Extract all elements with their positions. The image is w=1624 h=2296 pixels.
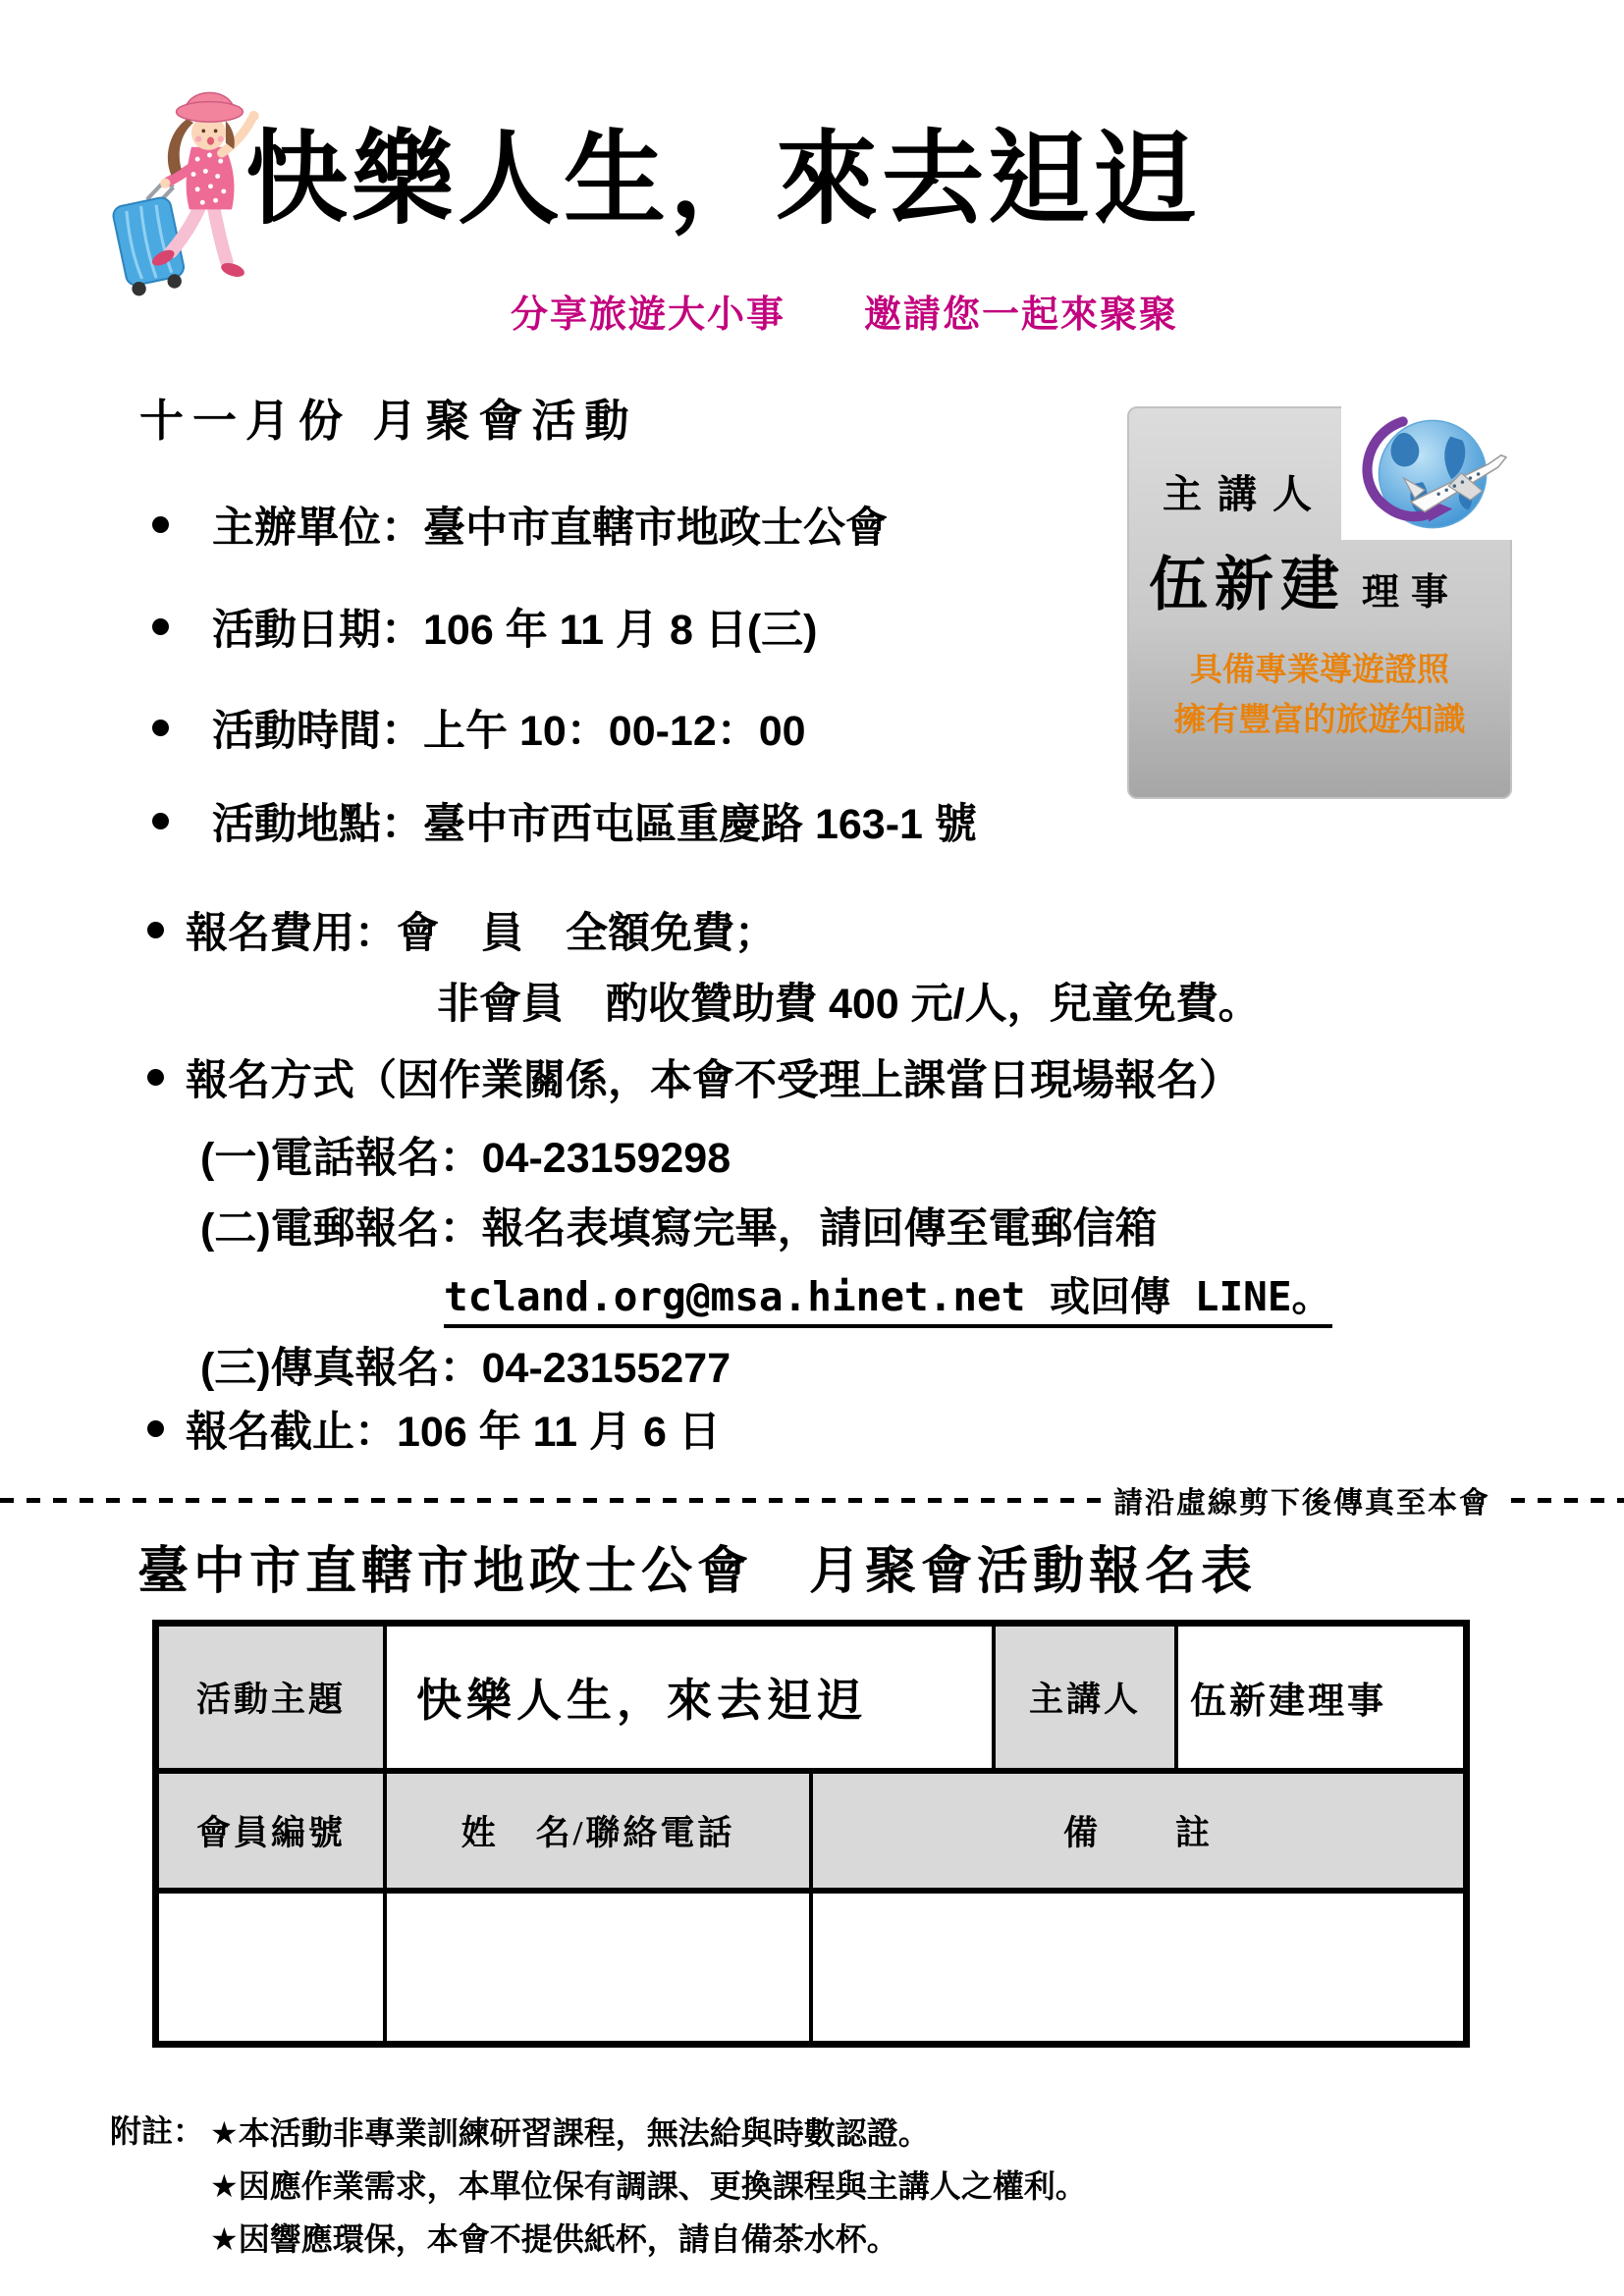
name-phone-blank-cell <box>387 1894 813 2041</box>
signup-phone-text: (一)電話報名：04-23159298 <box>200 1134 731 1182</box>
signup-email-text: (二)電郵報名：報名表填寫完畢，請回傳至電郵信箱 <box>200 1204 1158 1253</box>
email-address: tcland.org@msa.hinet.net 或回傳 LINE。 <box>444 1264 1332 1328</box>
detail-time-text: 活動時間：上午 10：00-12：00 <box>212 707 806 755</box>
fee-nonmember-line <box>437 972 1261 1029</box>
bullet-icon <box>152 516 169 533</box>
signup-fax-line <box>200 1336 731 1393</box>
note-item: ★因應作業需求，本單位保有調課、更換課程與主講人之權利。 <box>210 2168 1087 2204</box>
bullet-icon <box>147 1069 164 1086</box>
speaker-card <box>1127 406 1512 799</box>
fee-member-text: 報名費用：會 員 全額免費； <box>186 909 777 957</box>
registration-table <box>152 1620 1470 2048</box>
signup-intro-line <box>147 1048 1241 1105</box>
signup-deadline-line <box>147 1400 721 1457</box>
signup-phone-line <box>200 1126 731 1183</box>
detail-organizer-text: 主辦單位：臺中市直轄市地政士公會 <box>212 504 888 552</box>
section-heading: 十一月份 月聚會活動 <box>139 396 638 446</box>
fee-member-line <box>147 901 777 958</box>
speaker-name-row <box>1149 538 1460 622</box>
note-item: ★本活動非專業訓練研習課程，無法給與時數認證。 <box>210 2115 930 2151</box>
cut-line-label: 請沿虛線剪下後傳真至本會 <box>1106 1478 1498 1522</box>
speaker-label-cell: 主講人 <box>996 1627 1178 1768</box>
signup-email-line <box>200 1197 1158 1254</box>
bullet-icon <box>152 720 169 736</box>
topic-label-cell: 活動主題 <box>159 1627 387 1768</box>
member-no-blank-cell <box>159 1894 387 2041</box>
speaker-desc-line2: 擁有豐富的旅遊知識 <box>1173 701 1466 737</box>
table-row-topic <box>159 1627 1463 1774</box>
detail-organizer <box>152 496 888 553</box>
notes-list <box>210 2107 1087 2266</box>
remark-header-cell: 備 註 <box>813 1774 1463 1888</box>
table-row-headers <box>159 1774 1463 1894</box>
speaker-description <box>1129 644 1510 744</box>
speaker-name-title: 理事 <box>1362 572 1461 614</box>
detail-location-text: 活動地點：臺中市西屯區重慶路 163-1 號 <box>212 800 977 848</box>
speaker-value-cell: 伍新建理事 <box>1190 1682 1386 1722</box>
member-no-header-cell: 會員編號 <box>159 1774 387 1888</box>
bullet-icon <box>152 618 169 635</box>
signup-deadline-text: 報名截止：106 年 11 月 6 日 <box>186 1408 721 1456</box>
name-phone-header-cell: 姓 名/聯絡電話 <box>387 1774 813 1888</box>
notes-label: 附註： <box>110 2113 205 2149</box>
detail-date-text: 活動日期：106 年 11 月 8 日(三) <box>212 606 818 654</box>
remark-blank-cell <box>813 1894 1463 2041</box>
speaker-label: 主講人 <box>1163 472 1327 516</box>
speaker-desc-line1: 具備專業導遊證照 <box>1190 651 1449 687</box>
speaker-name: 伍新建 <box>1149 553 1346 617</box>
bullet-icon <box>147 1420 164 1437</box>
signup-fax-text: (三)傳真報名：04-23155277 <box>200 1344 731 1392</box>
bullet-icon <box>147 922 164 938</box>
topic-value-cell: 快樂人生，來去𨑨迌 <box>387 1627 996 1768</box>
form-title: 臺中市直轄市地政士公會 月聚會活動報名表 <box>137 1544 1258 1600</box>
dashed-cut-line <box>0 1487 1624 1520</box>
detail-time <box>152 699 806 756</box>
bullet-icon <box>152 813 169 829</box>
detail-location <box>152 792 977 849</box>
note-item: ★因響應環保，本會不提供紙杯，請自備茶水杯。 <box>210 2221 898 2257</box>
signup-intro-text: 報名方式（因作業關係，本會不受理上課當日現場報名） <box>186 1056 1241 1104</box>
subtitle: 分享旅遊大小事 邀請您一起來聚聚 <box>511 294 1179 336</box>
page-title: 快樂人生，來去𨑨迌 <box>245 123 1201 237</box>
globe-airplane-icon <box>1341 406 1512 540</box>
fee-nonmember-text: 非會員 酌收贊助費 400 元/人，兒童免費。 <box>437 980 1261 1028</box>
detail-date <box>152 598 818 655</box>
table-row-blank <box>159 1894 1463 2041</box>
signup-email-address-line <box>444 1267 1332 1324</box>
